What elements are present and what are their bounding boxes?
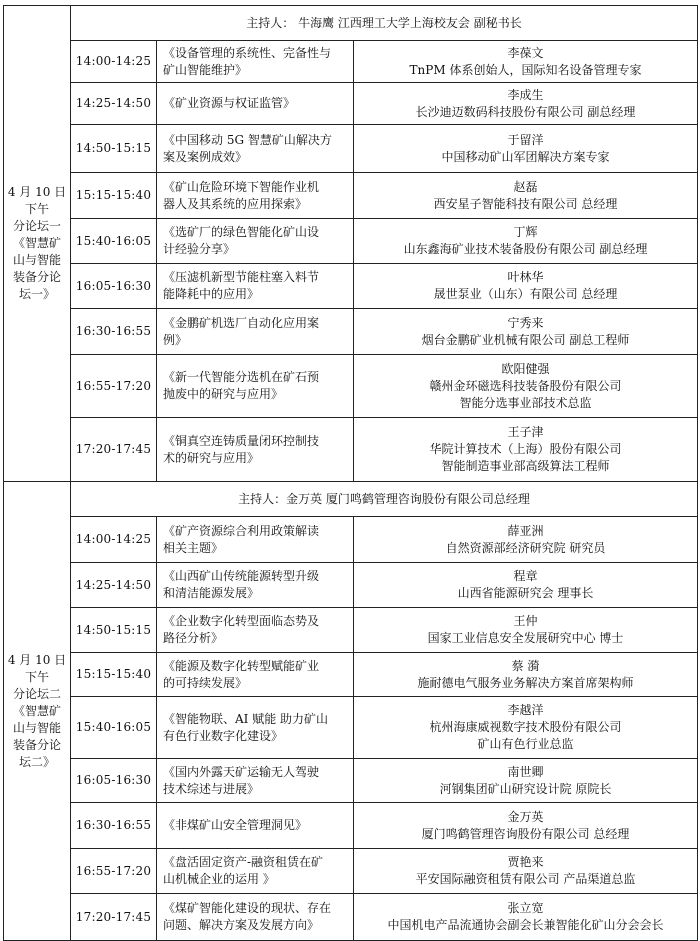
session-topic-line: 《金鹏矿机选厂自动化应用案	[163, 315, 320, 330]
session-time: 14:50-15:15	[71, 608, 157, 653]
session-topic-line: 计经验分享》	[163, 242, 236, 256]
session-topic-line: 路径分析》	[163, 631, 224, 645]
session-topic	[157, 418, 354, 482]
session-time: 16:05-16:30	[71, 759, 157, 803]
forum-label-cell	[4, 6, 71, 482]
session-time: 16:05-16:30	[71, 264, 157, 309]
session-topic-line: 有色行业数字化建设》	[163, 728, 284, 743]
session-row	[4, 697, 698, 759]
session-topic-line: 抛废中的研究与应用》	[163, 387, 284, 401]
speaker-name: 叶林华	[507, 270, 544, 284]
session-speaker	[354, 849, 698, 894]
session-speaker	[354, 219, 698, 264]
speaker-affiliation: 华院计算技术（上海）股份有限公司	[429, 442, 622, 456]
session-topic-line: 《选矿厂的绿色智能化矿山设	[163, 225, 320, 239]
speaker-affiliation: 厦门鸣鹤管理咨询股份有限公司 总经理	[421, 826, 630, 841]
forum-label-line: 坛二》	[18, 754, 55, 769]
session-topic-line: 的可持续发展》	[163, 675, 248, 690]
session-speaker	[354, 173, 698, 219]
session-row	[4, 309, 698, 355]
speaker-affiliation: 智能分选事业部技术总监	[459, 395, 592, 410]
session-topic-line: 例》	[163, 332, 188, 347]
forum-label-line: 下午	[24, 202, 49, 216]
forum-host-row	[4, 6, 698, 41]
speaker-name: 程章	[513, 569, 538, 583]
forum-label-line: 装备分论	[12, 737, 61, 752]
session-row	[4, 894, 698, 941]
session-topic-line: 器人及其系统的应用探索》	[163, 196, 308, 211]
session-topic	[157, 355, 354, 418]
session-topic	[157, 41, 354, 83]
session-row	[4, 41, 698, 83]
forum-label-line: 装备分论	[12, 270, 61, 284]
speaker-affiliation: 中国机电产品流通协会副会长兼智能化矿山分会会长	[387, 918, 664, 932]
speaker-name: 王仲	[513, 614, 538, 628]
speaker-affiliation: 中国移动矿山军团解决方案专家	[441, 149, 610, 164]
forum-host-row	[4, 482, 698, 517]
session-row	[4, 355, 698, 418]
session-row	[4, 608, 698, 653]
session-time: 16:30-16:55	[71, 309, 157, 355]
session-topic	[157, 759, 354, 803]
forum-label-line: 分论坛二	[12, 686, 61, 701]
session-topic-line: 《盘活固定资产-融资租赁在矿	[163, 855, 324, 869]
session-row	[4, 83, 698, 125]
speaker-affiliation: 杭州海康威视数字技术股份有限公司	[429, 720, 622, 734]
session-speaker	[354, 83, 698, 125]
speaker-affiliation: 西安星子智能科技有限公司 总经理	[433, 196, 618, 211]
speaker-affiliation: 长沙迪迈数码科技股份有限公司 副总经理	[415, 104, 636, 119]
session-topic-line: 《能源及数字化转型赋能矿业	[163, 658, 320, 673]
speaker-affiliation: 平安国际融资租赁有限公司 产品渠道总监	[415, 872, 636, 886]
session-speaker	[354, 653, 698, 697]
session-time: 16:30-16:55	[71, 803, 157, 849]
session-topic-line: 《山西矿山传统能源转型升级	[163, 569, 320, 583]
session-time: 17:20-17:45	[71, 894, 157, 941]
speaker-affiliation: TnPM 体系创始人，国际知名设备管理专家	[409, 62, 642, 77]
session-topic-line: 《企业数字化转型面临态势及	[163, 614, 320, 628]
session-time: 15:15-15:40	[71, 173, 157, 219]
session-speaker	[354, 418, 698, 482]
session-row	[4, 803, 698, 849]
session-topic-line: 问题、解决方案及发展方向》	[163, 918, 320, 932]
session-topic	[157, 697, 354, 759]
speaker-name: 于留洋	[507, 132, 544, 147]
session-time: 17:20-17:45	[71, 418, 157, 482]
session-speaker	[354, 264, 698, 309]
session-speaker	[354, 608, 698, 653]
session-time: 15:40-16:05	[71, 219, 157, 264]
session-row	[4, 653, 698, 697]
session-topic	[157, 608, 354, 653]
speaker-name: 赵磊	[513, 179, 538, 194]
speaker-affiliation: 矿山有色行业总监	[477, 737, 574, 751]
speaker-name: 张立宽	[507, 901, 544, 915]
session-speaker	[354, 355, 698, 418]
session-row	[4, 264, 698, 309]
speaker-affiliation: 烟台金鹏矿业机械有限公司 副总工程师	[421, 332, 630, 347]
speaker-name: 蔡 漪	[511, 658, 540, 673]
session-time: 15:40-16:05	[71, 697, 157, 759]
session-topic-line: 术的研究与应用》	[163, 450, 260, 465]
session-topic-line: 技术综述与进展》	[163, 781, 260, 796]
schedule-body	[4, 6, 698, 941]
speaker-affiliation: 山西省能源研究会 理事长	[457, 586, 594, 600]
session-time: 14:00-14:25	[71, 41, 157, 83]
session-topic-line: 《压滤机新型节能柱塞入料节	[163, 270, 320, 284]
speaker-name: 李葆文	[507, 45, 544, 60]
speaker-affiliation: 国家工业信息安全发展研究中心 博士	[427, 631, 624, 645]
speaker-name: 南世卿	[507, 764, 544, 779]
speaker-name: 李成生	[507, 87, 544, 102]
speaker-affiliation: 自然资源部经济研究院 研究员	[445, 540, 606, 555]
session-topic-line: 《煤矿智能化建设的现状、存在	[163, 901, 332, 915]
session-row	[4, 849, 698, 894]
forum-label-line: 山与智能	[12, 253, 61, 267]
forum-schedule-table	[3, 5, 698, 941]
session-speaker	[354, 697, 698, 759]
session-row	[4, 219, 698, 264]
session-speaker	[354, 803, 698, 849]
speaker-affiliation: 施耐德电气服务业务解决方案首席架构师	[417, 675, 634, 690]
session-topic-line: 《设备管理的系统性、完备性与	[163, 45, 332, 60]
session-topic	[157, 803, 354, 849]
speaker-name: 贾艳来	[507, 855, 544, 869]
speaker-name: 宁秀来	[507, 315, 544, 330]
session-topic-line: 《矿山危险环境下智能作业机	[163, 179, 320, 194]
session-speaker	[354, 563, 698, 608]
session-time: 16:55-17:20	[71, 355, 157, 418]
session-topic-line: 《铜真空连铸质量闭环控制技	[163, 433, 320, 448]
session-topic-line: 《矿产资源综合利用政策解读	[163, 523, 320, 538]
session-topic-line: 山机械企业的运用 》	[163, 872, 275, 886]
session-topic	[157, 219, 354, 264]
session-topic	[157, 264, 354, 309]
forum-host: 主持人：金万英 厦门鸣鹤管理咨询股份有限公司总经理	[71, 482, 698, 517]
session-time: 14:25-14:50	[71, 563, 157, 608]
forum-label-cell	[4, 482, 71, 941]
speaker-name: 李越洋	[507, 703, 544, 717]
session-topic-line: 案及案例成效》	[163, 149, 248, 164]
session-topic	[157, 563, 354, 608]
speaker-affiliation: 智能制造事业部高级算法工程师	[441, 459, 610, 473]
speaker-name: 金万英	[507, 809, 544, 824]
speaker-affiliation: 赣州金环磁选科技装备股份有限公司	[429, 378, 622, 393]
session-topic-line: 《中国移动 5G 智慧矿山解决方	[163, 132, 332, 147]
session-topic-line: 《国内外露天矿运输无人驾驶	[163, 764, 320, 779]
forum-label-line: 下午	[24, 669, 49, 684]
session-topic-line: 相关主题》	[163, 540, 224, 555]
session-speaker	[354, 125, 698, 173]
session-topic-line: 矿山智能维护》	[163, 62, 248, 77]
session-topic	[157, 894, 354, 941]
session-time: 14:50-15:15	[71, 125, 157, 173]
forum-label-line: 坛一》	[18, 287, 55, 301]
forum-label-line: 《智慧矿	[12, 236, 61, 250]
forum-label-line: 4 月 10 日	[7, 185, 67, 199]
speaker-affiliation: 山东鑫海矿业技术装备股份有限公司 副总经理	[403, 242, 648, 256]
speaker-name: 欧阳健强	[501, 361, 550, 376]
session-time: 14:25-14:50	[71, 83, 157, 125]
session-topic-line: 《智能物联、AI 赋能 助力矿山	[163, 711, 329, 726]
session-topic	[157, 309, 354, 355]
session-row	[4, 563, 698, 608]
speaker-name: 王子津	[507, 425, 544, 439]
session-time: 15:15-15:40	[71, 653, 157, 697]
forum-host: 主持人： 牛海鹰 江西理工大学上海校友会 副秘书长	[71, 6, 698, 41]
session-topic	[157, 173, 354, 219]
session-topic	[157, 517, 354, 563]
forum-label-line: 4 月 10 日	[7, 652, 67, 667]
forum-label-line: 分论坛一	[12, 219, 61, 233]
session-topic	[157, 125, 354, 173]
session-topic-line: 《非煤矿山安全管理洞见》	[163, 818, 308, 832]
session-row	[4, 759, 698, 803]
session-row	[4, 418, 698, 482]
speaker-name: 薛亚洲	[507, 523, 544, 538]
session-row	[4, 125, 698, 173]
forum-label-line: 《智慧矿	[12, 703, 61, 718]
session-speaker	[354, 894, 698, 941]
session-topic-line: 能降耗中的应用》	[163, 287, 260, 301]
session-topic-line: 《矿业资源与权证监管》	[163, 96, 296, 110]
session-speaker	[354, 309, 698, 355]
session-topic	[157, 849, 354, 894]
session-row	[4, 517, 698, 563]
session-row	[4, 173, 698, 219]
forum-label-line: 山与智能	[12, 720, 61, 735]
speaker-affiliation: 河钢集团矿山研究设计院 原院长	[439, 781, 612, 796]
session-time: 14:00-14:25	[71, 517, 157, 563]
speaker-name: 丁辉	[513, 225, 538, 239]
speaker-affiliation: 晟世泵业（山东）有限公司 总经理	[433, 287, 618, 301]
session-speaker	[354, 41, 698, 83]
session-topic-line: 《新一代智能分选机在矿石预	[163, 370, 320, 384]
session-time: 16:55-17:20	[71, 849, 157, 894]
session-topic	[157, 83, 354, 125]
session-speaker	[354, 759, 698, 803]
session-speaker	[354, 517, 698, 563]
session-topic-line: 和清洁能源发展》	[163, 586, 260, 600]
session-topic	[157, 653, 354, 697]
